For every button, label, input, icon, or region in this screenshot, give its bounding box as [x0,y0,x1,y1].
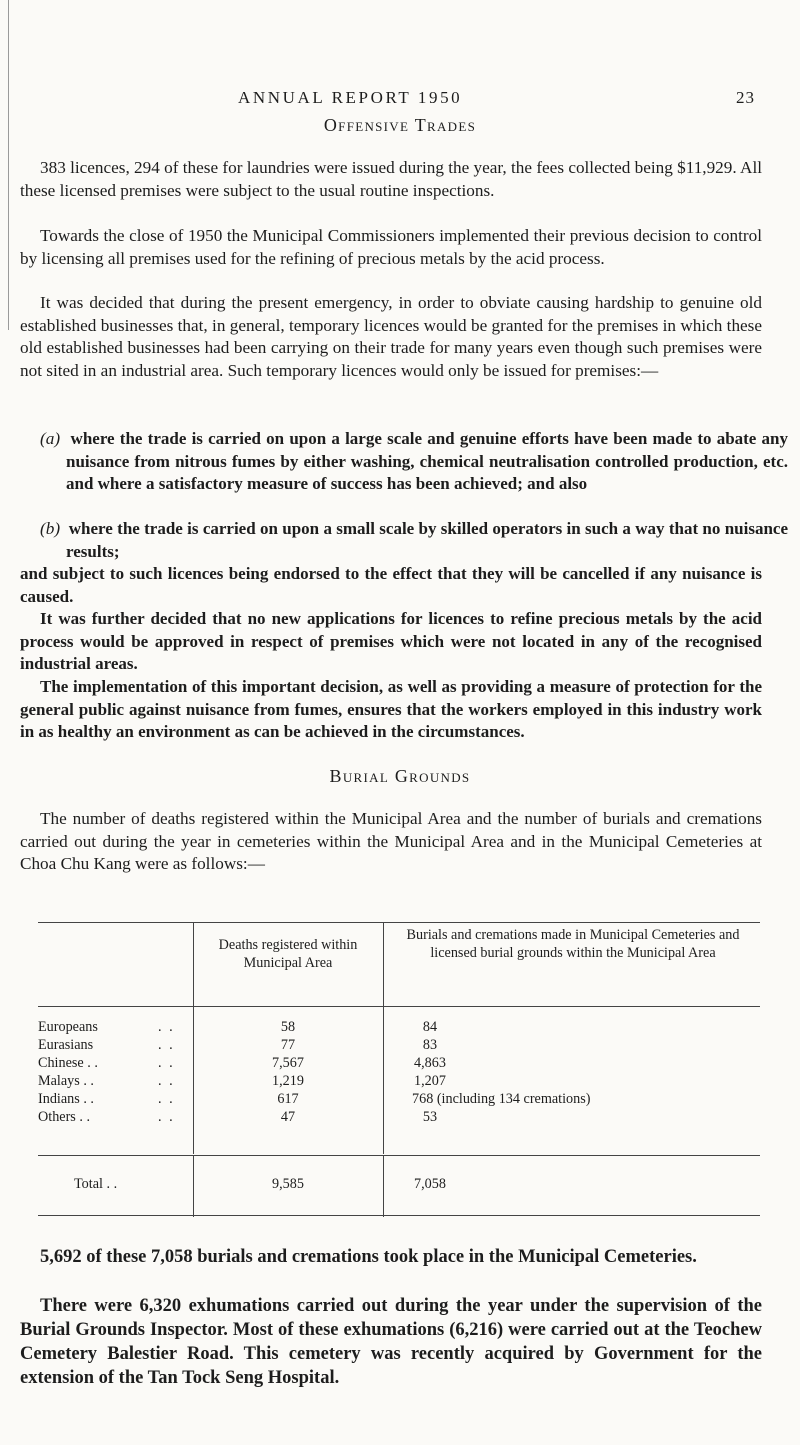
burials-value: 4,863 [414,1055,446,1071]
row-dots: . . [158,1019,175,1035]
burials-value: 768 (including 134 cremations) [412,1091,591,1107]
page-number: 23 [736,88,755,107]
table-total-rule [38,1155,760,1156]
paragraph-burials-summary: 5,692 of these 7,058 burials and cremations took place in the Municipal Cemeteries. [40,1247,697,1267]
deaths-value: 1,219 [272,1073,304,1089]
row-label-malays: Malays . . [38,1073,94,1089]
row-label-indians: Indians . . [38,1091,94,1107]
paragraph-burial-intro: The number of deaths registered within the Municipal Area and the number of burials and cremations carried out during the year in cemeteries within the Municipal Area and in the Municipal Cemeteries at Choa Chu Kang were as follows:— [20,809,762,873]
burials-value: 1,207 [414,1073,446,1089]
list-item-a [40,428,788,496]
paragraph-new-applications: It was further decided that no new applications for licences to refine precious metals by the acid process would be approved in respect of premises which were not located in any of the recognised industrial areas. [20,609,762,673]
row-dots: . . [158,1037,175,1053]
table-column-rule-2 [383,922,384,1154]
total-deaths: 9,585 [272,1176,304,1192]
burials-table-total [38,1155,760,1235]
table-header-rule [38,1006,760,1007]
row-dots: . . [158,1055,175,1071]
deaths-value: 617 [277,1091,299,1107]
paragraph-precious-metals: Towards the close of 1950 the Municipal Commissioners implemented their previous decision to control by licensing all premises used for the refining of precious metals by the acid process. [20,226,762,268]
running-title: ANNUAL REPORT 1950 [238,88,463,107]
paragraph-exhumations: There were 6,320 exhumations carried out during the year under the supervision of the Burial Grounds Inspector. Most of these exhumations (6,216) were carried out at the Teochew Cemetery Balestier Road. This cemetery was recently acquired by Government for the extension of the Tan Tock Seng Hospital. [20,1296,762,1388]
deaths-value: 58 [280,1019,296,1035]
section-heading-burial-grounds: Burial Grounds [329,766,471,786]
table-bottom-rule [38,1215,760,1216]
burials-value: 83 [422,1037,438,1053]
row-label-europeans: Europeans [38,1019,98,1035]
deaths-value: 7,567 [272,1055,304,1071]
list-item-b [40,518,788,563]
total-burials: 7,058 [414,1176,446,1192]
row-dots: . . [158,1091,175,1107]
table-column-rule-1 [193,922,194,1154]
paragraph-licences: 383 licences, 294 of these for laundries were issued during the year, the fees collected being $11,929. All these licensed premises were subject to the usual routine inspections. [20,158,762,200]
table-top-rule [38,922,760,923]
list-item-b-text: where the trade is carried on upon a small scale by skilled operators in such a way that no nuisance results; [66,519,788,561]
section-heading-offensive-trades: Offensive Trades [323,115,477,135]
running-header [0,88,800,112]
row-label-others: Others . . [38,1109,91,1125]
list-marker-b: (b) [40,519,61,538]
column-header-burials: Burials and cremations made in Municipal Cemeteries and licensed burial grounds within the Municipal Area [406,927,740,961]
table-total-column-rule-2 [383,1155,384,1217]
total-label: Total . . [74,1176,118,1192]
table-total-column-rule-1 [193,1155,194,1217]
deaths-value: 47 [280,1109,296,1125]
page-edge-rule [8,0,9,330]
list-marker-a: (a) [40,429,61,448]
deaths-value: 77 [280,1037,296,1053]
paragraph-endorsement: and subject to such licences being endorsed to the effect that they will be cancelled if any nuisance is caused. [20,564,762,606]
column-header-deaths: Deaths registered within Municipal Area [218,937,358,971]
burials-value: 53 [422,1109,438,1125]
paragraph-implementation: The implementation of this important decision, as well as providing a measure of protection for the general public against nuisance from fumes, ensures that the workers employed in this industry work in as healthy an environment as can be achieved in the circumstances. [20,677,762,741]
row-dots: . . [158,1073,175,1089]
paragraph-temporary-licences: It was decided that during the present emergency, in order to obviate causing hardship to genuine old established businesses that, in general, temporary licences would be granted for the premises in which these old established businesses had been carrying on their trade for many years even though such premises were not sited in an industrial area. Such temporary licences would only be issued for premises:— [20,293,762,380]
list-item-a-text: where the trade is carried on upon a large scale and genuine efforts have been made to abate any nuisance from nitrous fumes by either washing, chemical neutralisation controlled production, etc. and where a satisfactory measure of success has been achieved; and also [66,429,789,493]
burials-table [38,922,760,1148]
row-label-chinese: Chinese . . [38,1055,98,1071]
burials-value: 84 [422,1019,438,1035]
row-dots: . . [158,1109,175,1125]
row-label-eurasians: Eurasians [38,1037,94,1053]
